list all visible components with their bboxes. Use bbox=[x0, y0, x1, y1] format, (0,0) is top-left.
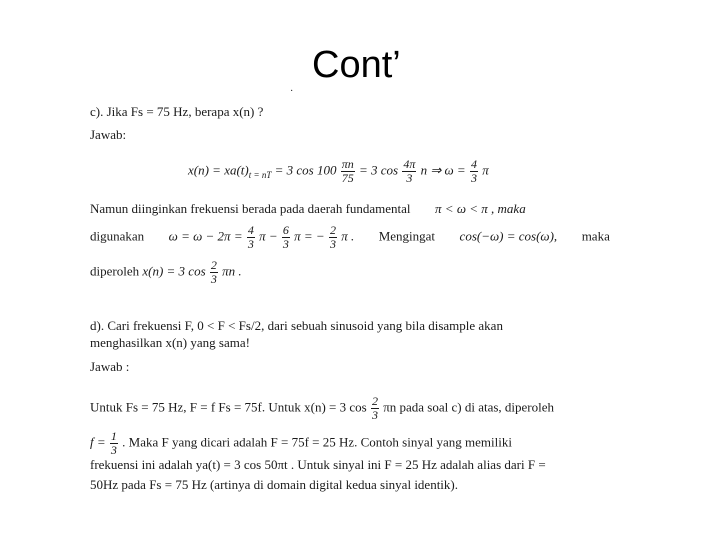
eq1-mid2: = 3 cos bbox=[358, 162, 399, 178]
dp-frac-den: 3 bbox=[210, 272, 217, 286]
stray-dot: · bbox=[290, 86, 294, 97]
d-line-4: 50Hz pada Fs = 75 Hz (artinya di domain digital kedua sinyal identik). bbox=[90, 477, 458, 492]
d-l1-frac-num: 2 bbox=[371, 394, 378, 408]
d-l2-frac-num: 1 bbox=[110, 429, 117, 443]
dg-frac-2-num: 6 bbox=[282, 223, 289, 237]
dg-end: π . bbox=[341, 228, 355, 244]
eq1-frac-3-num: 4 bbox=[470, 157, 477, 171]
dg-eq: π = − bbox=[294, 228, 325, 244]
eq1-frac-2-num: 4π bbox=[403, 157, 416, 171]
c-namun-line bbox=[90, 201, 526, 217]
dg-frac-2-den: 3 bbox=[282, 237, 289, 251]
namun-range: π < ω < π , maka bbox=[435, 201, 526, 216]
eq1-frac-3 bbox=[470, 158, 478, 185]
dp-frac bbox=[210, 259, 218, 286]
d-line-2 bbox=[90, 430, 512, 457]
c-diperoleh-line bbox=[90, 259, 242, 286]
dg-frac-1 bbox=[247, 224, 255, 251]
eq1-sub: t = nT bbox=[248, 170, 272, 181]
d-l2-frac bbox=[110, 430, 118, 457]
d-l1-frac bbox=[371, 395, 379, 422]
d-line-3: frekuensi ini adalah ya(t) = 3 cos 50πt . Untuk sinyal ini F = 25 Hz adalah alias dari F = bbox=[90, 457, 546, 472]
digunakan-text: digunakan bbox=[90, 228, 145, 244]
c-jawab: Jawab: bbox=[90, 127, 127, 142]
dg-frac-1-num: 4 bbox=[247, 223, 254, 237]
eq1-mid: = 3 cos 100 bbox=[274, 162, 337, 178]
eq1-frac-1 bbox=[341, 158, 355, 185]
dp-frac-num: 2 bbox=[210, 258, 217, 272]
eq1-end: π bbox=[482, 162, 489, 178]
eq1-left: x(n) = xa(t) bbox=[188, 162, 249, 178]
maka-text: maka bbox=[581, 228, 610, 244]
diperoleh-eq: x(n) = 3 cos bbox=[142, 263, 206, 279]
eq1-frac-1-num: πn bbox=[341, 157, 354, 171]
mengingat-text: Mengingat bbox=[378, 228, 436, 244]
eq1-frac-3-den: 3 bbox=[470, 171, 477, 185]
c-equation-1 bbox=[188, 158, 489, 185]
dg-frac-1-den: 3 bbox=[247, 237, 254, 251]
diperoleh-text: diperoleh bbox=[90, 263, 140, 279]
dp-end: πn . bbox=[222, 263, 242, 279]
digunakan-eq: ω = ω − 2π = bbox=[168, 228, 243, 244]
eq1-frac-2-den: 3 bbox=[406, 171, 413, 185]
d-l1-b: πn pada soal c) di atas, diperoleh bbox=[383, 399, 555, 415]
d-l2-a: f = bbox=[90, 434, 106, 450]
d-jawab: Jawab : bbox=[90, 359, 130, 374]
d-line-1 bbox=[90, 395, 554, 422]
eq1-frac-1-den: 75 bbox=[341, 171, 354, 185]
dg-frac-3-num: 2 bbox=[329, 223, 336, 237]
d-question-line-2: menghasilkan x(n) yang sama! bbox=[90, 335, 250, 350]
mengingat-eq: cos(−ω) = cos(ω), bbox=[459, 228, 558, 244]
d-l2-frac-den: 3 bbox=[110, 443, 117, 457]
dg-frac-2 bbox=[282, 224, 290, 251]
eq1-arrow: n ⇒ ω = bbox=[420, 162, 466, 178]
d-question-line-1: d). Cari frekuensi F, 0 < F < Fs/2, dari sebuah sinusoid yang bila disample akan bbox=[90, 318, 503, 333]
d-l2-b: . Maka F yang dicari adalah F = 75f = 25 Hz. Contoh sinyal yang memiliki bbox=[122, 434, 512, 450]
eq1-frac-2 bbox=[402, 158, 416, 185]
c-digunakan-line bbox=[90, 224, 610, 251]
slide-title: Cont’ bbox=[312, 44, 401, 86]
dg-minus: π − bbox=[259, 228, 278, 244]
namun-text: Namun diinginkan frekuensi berada pada daerah fundamental bbox=[90, 201, 411, 216]
d-l1-a: Untuk Fs = 75 Hz, F = f Fs = 75f. Untuk x(n) = 3 cos bbox=[90, 399, 367, 415]
dg-frac-3 bbox=[329, 224, 337, 251]
dg-frac-3-den: 3 bbox=[329, 237, 336, 251]
c-question: c). Jika Fs = 75 Hz, berapa x(n) ? bbox=[90, 104, 264, 119]
d-l1-frac-den: 3 bbox=[371, 408, 378, 422]
